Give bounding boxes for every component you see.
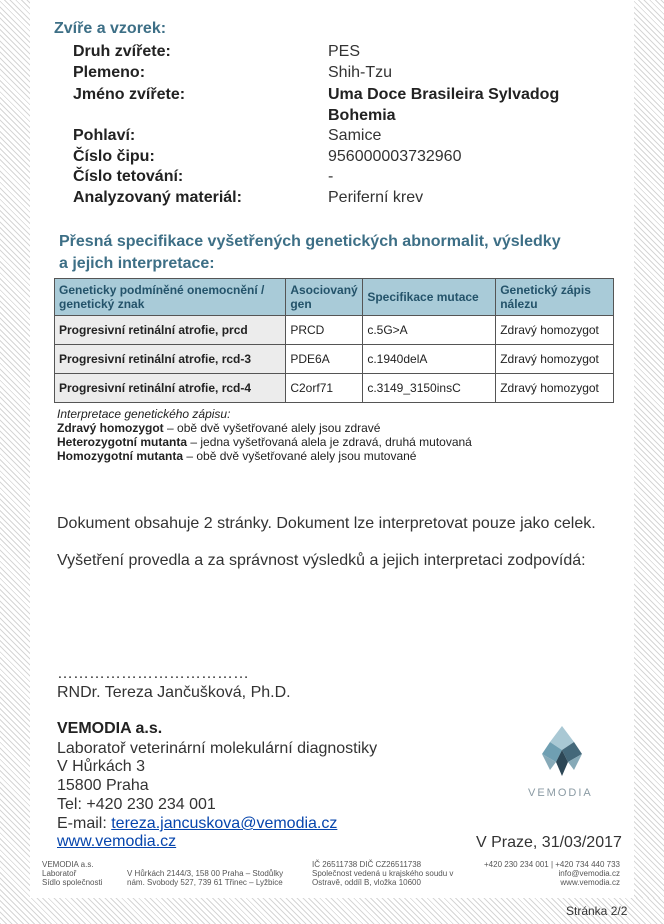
email-label: E-mail:: [57, 815, 112, 832]
interpretation-heading: Interpretace genetického zápisu:: [57, 407, 231, 421]
cell-result: Zdravý homozygot: [496, 316, 614, 345]
cell-result: Zdravý homozygot: [496, 345, 614, 374]
responsibility-statement: Vyšetření provedla a za správnost výsledků a jejich interpretaci zodpovídá:: [57, 552, 586, 569]
cell-disease: Progresivní retinální atrofie, rcd-3: [55, 345, 286, 374]
footer-text: V Hůrkách 2144/3, 158 00 Praha – Stodůlky: [127, 869, 284, 878]
vemodia-logo: [538, 726, 586, 781]
animal-name-value-line2: Bohemia: [328, 107, 396, 124]
interpretation-item: [57, 435, 472, 449]
interpretation-term: Heterozygotní mutanta: [57, 435, 188, 449]
chip-number-label: Číslo čipu:: [73, 148, 155, 165]
tattoo-number-label: Číslo tetování:: [73, 168, 184, 185]
header-result-line2: nálezu: [500, 297, 538, 311]
place-date: V Praze, 31/03/2017: [476, 834, 622, 851]
logo-wordmark: VEMODIA: [528, 787, 593, 799]
interpretation-desc: – jedna vyšetřovaná alela je zdravá, druhá mutovaná: [187, 435, 472, 449]
footer-text: info@vemodia.cz: [558, 869, 620, 878]
cell-mutation: c.1940delA: [363, 345, 496, 374]
animal-name-label: Jméno zvířete:: [73, 86, 186, 103]
left-margin-hatch: [0, 0, 30, 924]
footer-text: Laboratoř: [42, 869, 77, 878]
company-city: 15800 Praha: [57, 777, 149, 794]
cell-gene: PRCD: [286, 316, 363, 345]
interpretation-legend: [57, 407, 472, 463]
page-number: Stránka 2/2: [566, 904, 628, 918]
cell-mutation: c.3149_3150insC: [363, 374, 496, 403]
results-table: [54, 278, 614, 403]
interpretation-desc: – obě dvě vyšetřované alely jsou zdravé: [163, 421, 381, 435]
material-value: Periferní krev: [328, 189, 424, 206]
breed-value: Shih-Tzu: [328, 64, 393, 81]
footer-text: Ostravě, oddíl B, vložka 10600: [312, 878, 421, 887]
species-value: PES: [328, 43, 361, 60]
footer-col-company: [42, 860, 102, 887]
header-disease: [55, 279, 286, 316]
signature-line: ………………………………: [57, 665, 249, 682]
cell-result: Zdravý homozygot: [496, 374, 614, 403]
sex-value: Samice: [328, 127, 382, 144]
cell-mutation: c.5G>A: [363, 316, 496, 345]
company-name: VEMODIA a.s.: [57, 720, 163, 737]
sex-label: Pohlaví:: [73, 127, 136, 144]
footer-text: VEMODIA a.s.: [42, 860, 94, 869]
bottom-margin-hatch: [0, 898, 664, 924]
chip-number-value: 956000003732960: [328, 148, 462, 165]
email-link[interactable]: tereza.jancuskova@vemodia.cz: [111, 815, 338, 832]
cell-disease: Progresivní retinální atrofie, rcd-4: [55, 374, 286, 403]
footer-text: Společnost vedená u krajského soudu v: [312, 869, 454, 878]
company-web-row: [57, 833, 176, 851]
header-gene: [286, 279, 363, 316]
company-phone: Tel: +420 230 234 001: [57, 796, 216, 813]
interpretation-item: [57, 449, 472, 463]
footer-text: IČ 26511738 DIČ CZ26511738: [312, 860, 422, 869]
signatory-name: RNDr. Tereza Jančušková, Ph.D.: [57, 684, 291, 701]
footer-col-address: [127, 869, 283, 887]
table-row: [55, 345, 614, 374]
header-result-line1: Genetický zápis: [500, 283, 591, 297]
vemodia-logo-icon: [538, 726, 586, 776]
document-page: [32, 0, 632, 897]
right-margin-hatch: [634, 0, 664, 924]
cell-gene: PDE6A: [286, 345, 363, 374]
animal-section-title: Zvíře a vzorek:: [54, 20, 167, 37]
footer-text: +420 230 234 001 | +420 734 440 733: [484, 860, 620, 869]
header-mutation: Specifikace mutace: [363, 279, 496, 316]
company-email-row: [57, 815, 337, 833]
table-row: [55, 316, 614, 345]
cell-gene: C2orf71: [286, 374, 363, 403]
pages-statement: Dokument obsahuje 2 stránky. Dokument lze interpretovat pouze jako celek.: [57, 515, 596, 532]
footer-text: www.vemodia.cz: [560, 878, 620, 887]
species-label: Druh zvířete:: [73, 43, 171, 60]
interpretation-term: Homozygotní mutanta: [57, 449, 183, 463]
tattoo-number-value: -: [328, 168, 334, 185]
results-table-header-row: [55, 279, 614, 316]
website-link[interactable]: www.vemodia.cz: [57, 833, 177, 850]
interpretation-item: [57, 421, 472, 435]
company-street: V Hůrkách 3: [57, 758, 146, 775]
material-label: Analyzovaný materiál:: [73, 189, 242, 206]
results-section-title-line1: Přesná specifikace vyšetřených genetických abnormalit, výsledky: [59, 233, 561, 250]
interpretation-desc: – obě dvě vyšetřované alely jsou mutované: [183, 449, 417, 463]
table-row: [55, 374, 614, 403]
company-subtitle: Laboratoř veterinární molekulární diagnostiky: [57, 740, 378, 757]
header-result: [496, 279, 614, 316]
footer-text: Sídlo společnosti: [42, 878, 103, 887]
footer-col-contact: [484, 860, 620, 887]
header-disease-line2: genetický znak: [59, 297, 145, 311]
header-gene-line2: gen: [290, 297, 312, 311]
interpretation-term: Zdravý homozygot: [57, 421, 164, 435]
results-section-title-line2: a jejich interpretace:: [59, 255, 215, 272]
header-gene-line1: Asociovaný: [290, 283, 358, 297]
header-disease-line1: Geneticky podmíněné onemocnění /: [59, 283, 265, 297]
footer-text: nám. Svobody 527, 739 61 Třinec – Lyžbice: [127, 878, 283, 887]
cell-disease: Progresivní retinální atrofie, prcd: [55, 316, 286, 345]
animal-name-value-line1: Uma Doce Brasileira Sylvadog: [328, 86, 560, 103]
breed-label: Plemeno:: [73, 64, 146, 81]
footer-col-registration: [312, 860, 453, 887]
